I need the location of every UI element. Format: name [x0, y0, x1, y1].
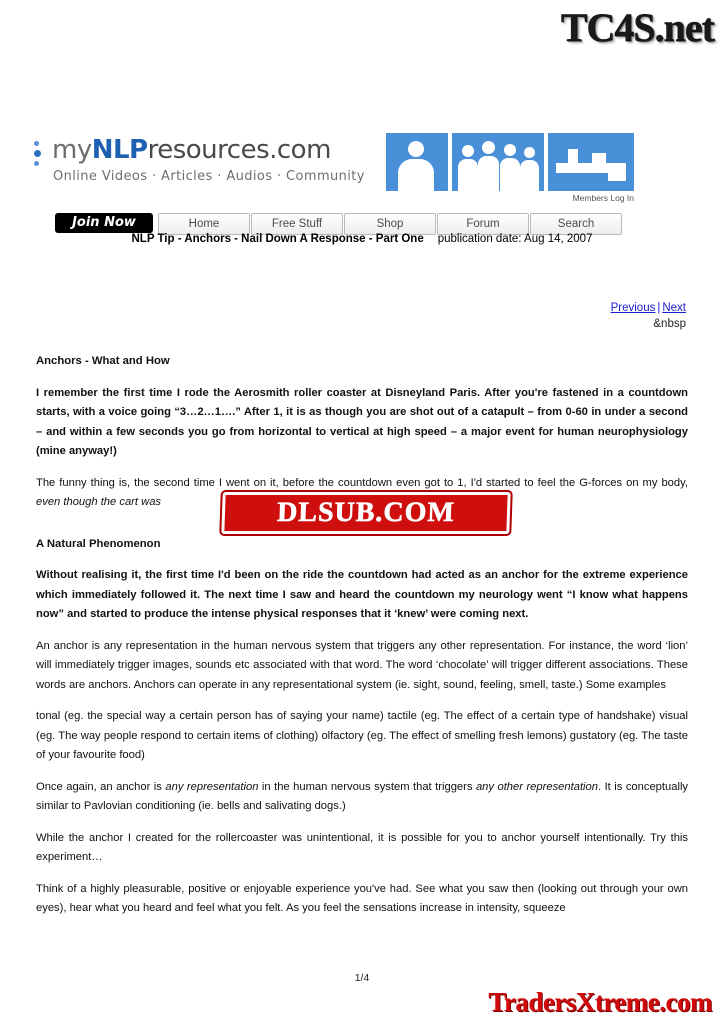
paragraph-6-italic-1: any representation: [165, 780, 259, 793]
nbsp-text: &nbsp: [653, 318, 686, 330]
nav-tab-free-stuff[interactable]: Free Stuff: [251, 213, 343, 235]
section-heading-natural-phenomenon: A Natural Phenomenon: [36, 537, 161, 550]
logo-dotcom: .com: [269, 135, 331, 165]
nav-tab-search[interactable]: Search: [530, 213, 622, 235]
paragraph-6-part-b: in the human nervous system that triggers: [258, 780, 476, 793]
banner-images: [386, 133, 634, 193]
page-title: NLP Tip - Anchors - Nail Down A Response - Part One: [131, 233, 424, 245]
site-logo[interactable]: [34, 133, 379, 199]
article-body: [36, 352, 688, 931]
nav-tab-forum[interactable]: Forum: [437, 213, 529, 235]
nav-tab-home[interactable]: Home: [158, 213, 250, 235]
article-pagination: [611, 302, 686, 314]
paragraph-2-plain: The funny thing is, the second time I went on it, before the countdown even got to 1, I'd started to feel the G-forces on my body,: [36, 476, 688, 489]
dlsub-watermark: DLSUB.COM: [221, 492, 510, 534]
logo-wordmark: [52, 135, 331, 165]
pagination-separator: |: [657, 302, 661, 314]
paragraph-2-italic: even though the cart was: [36, 496, 162, 508]
paragraph-4: An anchor is any representation in the human nervous system that triggers any other representation. For instance, the word ‘lion’ will immediately trigger images, sounds etc associated with that word. The word ‘chocolate’ will trigger different associations. These words are anchors. Anchors can operate in any representational system (ie. sight, sound, feeling, smell, taste.) Some examples: [36, 639, 688, 691]
join-now-button[interactable]: Join Now: [55, 213, 153, 233]
tradersxtreme-watermark: TradersXtreme.com: [488, 987, 712, 1017]
members-login-link[interactable]: Members Log In: [572, 193, 634, 203]
publication-date: publication date: Aug 14, 2007: [437, 233, 593, 245]
paragraph-6-italic-2: any other representation: [475, 780, 598, 793]
nav-tab-shop[interactable]: Shop: [344, 213, 436, 235]
banner-image-person-icon: [386, 133, 448, 191]
banner-image-group-icon: [452, 133, 544, 191]
article-title-line: [0, 233, 724, 245]
paragraph-7: While the anchor I created for the rollercoaster was unintentional, it is possible for you to anchor yourself intentionally. Try this experiment…: [36, 831, 688, 863]
section-heading-anchors-what-and-how: Anchors - What and How: [36, 355, 170, 367]
banner-image-landscape-icon: [548, 133, 634, 191]
paragraph-5: tonal (eg. the special way a certain person has of saying your name) tactile (eg. The effect of a certain type of handshake) visual (eg. The way people respond to certain items of clothing) olfactory (eg. The effect of smelling fresh lemons) gustatory (eg. The taste of your favourite food): [36, 710, 688, 761]
paragraph-6-part-c: . It is conceptually similar to Pavlovian conditioning (ie. bells and salivating dogs.): [36, 780, 689, 812]
paragraph-6: [36, 778, 688, 817]
logo-nlp: NLP: [91, 135, 148, 165]
paragraph-6-part-a: Once again, an anchor is: [36, 780, 166, 793]
paragraph-3: Without realising it, the first time I'd been on the ride the countdown had acted as an anchor for the extreme experience which immediately followed it. The next time I saw and heard the countdown my neurology went “I know what happens now” and started to produce the intense physical responses that it ‘knew’ were coming next.: [36, 569, 688, 620]
logo-dots-icon: [34, 141, 48, 175]
logo-my: my: [52, 135, 92, 165]
tc4s-watermark: TC4S.net: [560, 5, 714, 50]
paragraph-8: Think of a highly pleasurable, positive or enjoyable experience you've had. See what you saw then (looking out through your own eyes), hear what you heard and feel what you felt. As you feel the sensations increase in intensity, squeeze: [36, 882, 688, 914]
previous-link[interactable]: Previous: [610, 302, 656, 314]
site-banner: [34, 133, 634, 203]
logo-tagline: Online Videos · Articles · Audios · Community: [53, 169, 365, 184]
logo-resources: resources: [147, 135, 270, 165]
page-number: 1/4: [354, 972, 370, 984]
next-link[interactable]: Next: [662, 302, 686, 314]
paragraph-1: I remember the first time I rode the Aerosmith roller coaster at Disneyland Paris. After you're fastened in a countdown starts, with a voice going “3…2…1….” After 1, it is as though you are shot out of a catapult – from 0-60 in under a second – and within a few seconds you go from horizontal to vertical at high speed – a major event for human neurophysiology (mine anyway!): [36, 386, 688, 457]
